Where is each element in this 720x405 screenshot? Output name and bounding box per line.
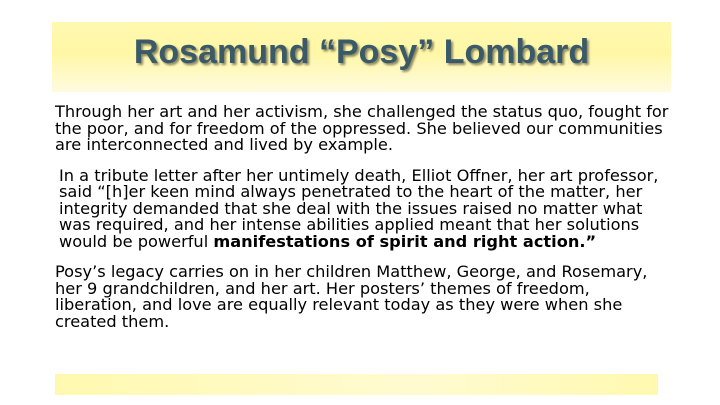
tribute-quote-text: In a tribute letter after her untimely death, Elliot Offner, her art professor, said “[h]er keen mind always penetrated to the heart of the matter, her integrity demanded that she deal with the issues raised no matter what was required, and her intense abilities applied meant that her solutions would be powerful — [59, 165, 659, 251]
paragraph-legacy: Posy’s legacy carries on in her children Matthew, George, and Rosemary, her 9 grandchildren, and her art. Her posters’ themes of freedom, liberation, and love are equally relevant today as they were when she created them. — [55, 262, 648, 331]
tribute-quote-emphasis: manifestations of spirit and right action.” — [213, 231, 597, 251]
paragraph-tribute — [55, 165, 675, 251]
slide-title: Rosamund “Posy” Lombard — [133, 33, 590, 71]
paragraph-activism: Through her art and her activism, she challenged the status quo, fought for the poor, and for freedom of the oppressed. She believed our communities are interconnected and lived by example. — [55, 102, 669, 154]
slide-body — [55, 104, 675, 344]
footer-banner — [55, 374, 658, 395]
